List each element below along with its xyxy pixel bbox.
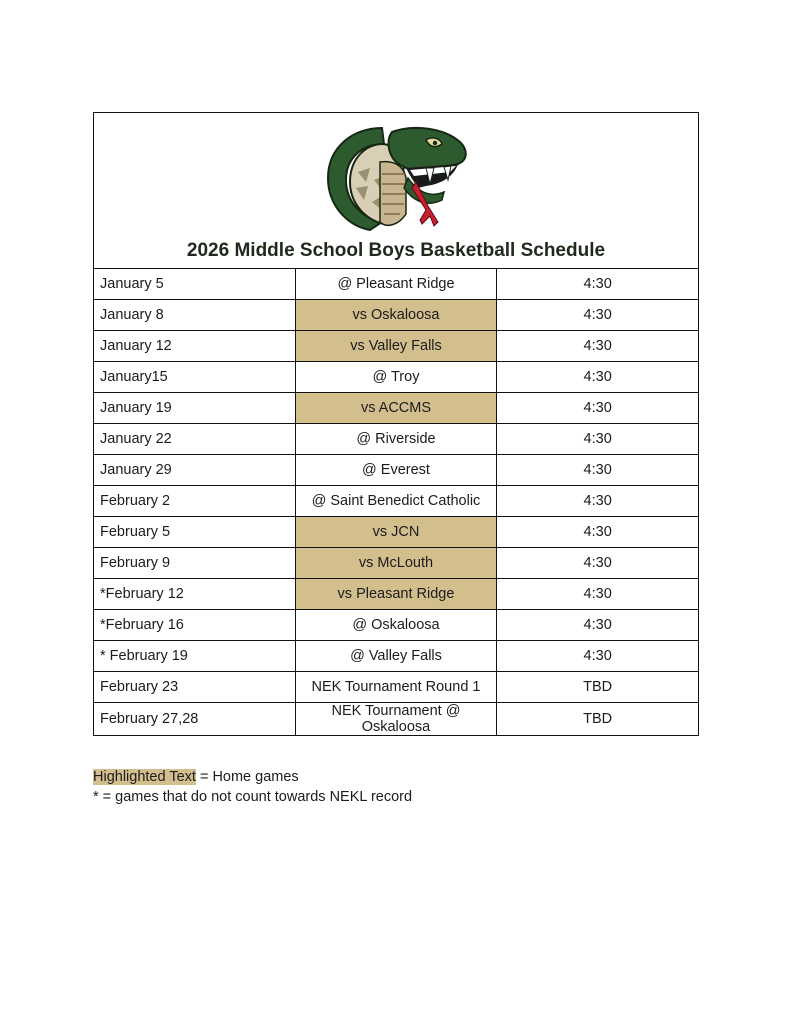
table-row <box>94 672 699 703</box>
legend-highlight-sample: Highlighted Text <box>93 769 196 785</box>
page-title: 2026 Middle School Boys Basketball Schedule <box>186 240 606 261</box>
table-row <box>94 393 699 424</box>
game-opponent: vs JCN <box>295 517 497 548</box>
table-row <box>94 300 699 331</box>
game-time: 4:30 <box>497 517 699 548</box>
game-date: January 19 <box>94 393 296 424</box>
game-time: 4:30 <box>497 579 699 610</box>
game-opponent: @ Troy <box>295 362 497 393</box>
game-date: February 2 <box>94 486 296 517</box>
game-date: *February 12 <box>94 579 296 610</box>
game-time: 4:30 <box>497 455 699 486</box>
game-time: 4:30 <box>497 362 699 393</box>
game-time: 4:30 <box>497 424 699 455</box>
game-time: 4:30 <box>497 610 699 641</box>
game-date: * February 19 <box>94 641 296 672</box>
game-opponent: NEK Tournament Round 1 <box>295 672 497 703</box>
game-opponent: vs ACCMS <box>295 393 497 424</box>
game-time: 4:30 <box>497 486 699 517</box>
header-row <box>94 113 699 269</box>
table-row <box>94 455 699 486</box>
legend <box>93 767 412 807</box>
table-row <box>94 362 699 393</box>
game-time: TBD <box>497 672 699 703</box>
game-time: TBD <box>497 703 699 736</box>
game-opponent: @ Oskaloosa <box>295 610 497 641</box>
game-opponent: @ Saint Benedict Catholic <box>295 486 497 517</box>
game-opponent: vs Oskaloosa <box>295 300 497 331</box>
game-time: 4:30 <box>497 331 699 362</box>
table-row <box>94 424 699 455</box>
table-row <box>94 486 699 517</box>
legend-highlight-meaning: = Home games <box>195 769 299 785</box>
schedule-table <box>93 112 699 736</box>
table-row <box>94 579 699 610</box>
table-row <box>94 610 699 641</box>
game-time: 4:30 <box>497 269 699 300</box>
game-opponent: @ Valley Falls <box>295 641 497 672</box>
table-row <box>94 703 699 736</box>
table-row <box>94 548 699 579</box>
table-row <box>94 269 699 300</box>
table-row <box>94 517 699 548</box>
game-date: February 9 <box>94 548 296 579</box>
game-opponent: @ Everest <box>295 455 497 486</box>
snake-mascot-icon <box>322 122 470 232</box>
header-cell <box>94 113 699 269</box>
game-date: January 29 <box>94 455 296 486</box>
game-opponent: vs McLouth <box>295 548 497 579</box>
game-time: 4:30 <box>497 300 699 331</box>
game-date: January 12 <box>94 331 296 362</box>
game-time: 4:30 <box>497 641 699 672</box>
game-date: February 23 <box>94 672 296 703</box>
game-time: 4:30 <box>497 548 699 579</box>
game-date: *February 16 <box>94 610 296 641</box>
game-date: February 27,28 <box>94 703 296 736</box>
game-opponent: @ Riverside <box>295 424 497 455</box>
table-row <box>94 331 699 362</box>
game-opponent: NEK Tournament @ Oskaloosa <box>295 703 497 736</box>
game-time: 4:30 <box>497 393 699 424</box>
game-date: January 5 <box>94 269 296 300</box>
game-date: January 8 <box>94 300 296 331</box>
game-opponent: vs Pleasant Ridge <box>295 579 497 610</box>
game-date: January15 <box>94 362 296 393</box>
legend-home-line <box>93 767 412 787</box>
game-opponent: @ Pleasant Ridge <box>295 269 497 300</box>
game-opponent: vs Valley Falls <box>295 331 497 362</box>
game-date: February 5 <box>94 517 296 548</box>
table-row <box>94 641 699 672</box>
game-date: January 22 <box>94 424 296 455</box>
legend-asterisk-note: * = games that do not count towards NEKL record <box>93 789 413 805</box>
schedule-body <box>94 113 699 736</box>
